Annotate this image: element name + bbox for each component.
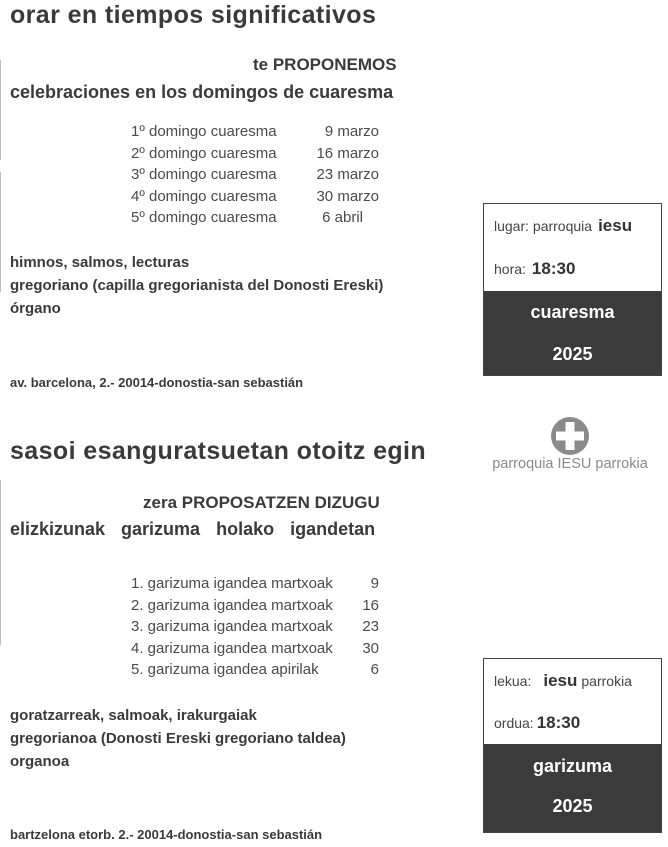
eu-feature: goratzarreak, salmoak, irakurgaiak (10, 707, 257, 724)
eu-schedule-row: 1. garizuma igandea martxoak 9 (131, 575, 379, 592)
eu-schedule-row: 2. garizuma igandea martxoak 16 (131, 596, 379, 614)
es-schedule-row: 1º domingo cuaresma 9 marzo (131, 123, 379, 140)
eu-time-label: ordua: (494, 715, 534, 731)
es-feature: himnos, salmos, lecturas (10, 254, 190, 271)
es-schedule-row: 5º domingo cuaresma 6 abril (131, 209, 363, 226)
es-time-line (484, 247, 661, 291)
es-place-line (484, 204, 661, 247)
left-border-top (0, 60, 1, 160)
eu-schedule-row: 5. garizuma igandea apirilak 6 (131, 661, 379, 678)
eu-feature: gregorianoa (Donosti Ereski gregoriano taldea) (10, 730, 346, 747)
es-place-label: lugar: parroquia (494, 217, 593, 234)
es-schedule-row: 4º domingo cuaresma 30 marzo (131, 187, 379, 205)
es-feature: gregoriano (capilla gregorianista del Donosti Ereski) (10, 277, 384, 294)
eu-place-label: lekua: (494, 672, 532, 689)
eu-place-name: iesu (543, 670, 578, 690)
logo-text: parroquia IESU parrokia (492, 456, 648, 472)
es-time-value: 18:30 (531, 259, 576, 278)
eu-schedule-row: 3. garizuma igandea martxoak 23 (131, 618, 379, 635)
eu-address: bartzelona etorb. 2.- 20014-donostia-san sebastián (10, 827, 323, 842)
eu-info-card (483, 658, 662, 833)
eu-intro: zera PROPOSATZEN DIZUGU (143, 493, 380, 512)
eu-season-block (484, 744, 661, 832)
eu-place-line (484, 659, 661, 702)
es-address: av. barcelona, 2.- 20014-donostia-san sebastián (10, 375, 304, 390)
eu-schedule (131, 573, 379, 681)
eu-subtitle: elizkizunak garizuma holako igandetan (10, 519, 376, 539)
eu-time-line (484, 702, 661, 744)
left-border-bottom (0, 480, 1, 645)
parish-logo (480, 416, 660, 472)
es-schedule-row: 2º domingo cuaresma 16 marzo (131, 144, 379, 162)
es-feature: órgano (10, 300, 61, 317)
es-season-block (484, 291, 661, 375)
eu-title: sasoi esanguratsuetan otoitz egin (10, 437, 427, 465)
eu-features (10, 704, 346, 773)
es-time-label: hora: (494, 261, 526, 277)
eu-year: 2025 (552, 796, 593, 816)
es-subtitle: celebraciones en los domingos de cuaresma (10, 82, 394, 102)
es-schedule (131, 121, 379, 229)
es-year: 2025 (552, 344, 593, 364)
es-intro: te PROPONEMOS (253, 55, 397, 74)
eu-schedule-row: 4. garizuma igandea martxoak 30 (131, 639, 379, 657)
cross-circle-icon (549, 416, 591, 456)
es-features (10, 251, 383, 320)
eu-season: garizuma (532, 756, 613, 776)
eu-feature: organoa (10, 753, 70, 770)
es-info-card (483, 203, 662, 376)
eu-place-suffix: parrokia (581, 672, 632, 689)
es-title: orar en tiempos significativos (10, 1, 377, 29)
es-schedule-row: 3º domingo cuaresma 23 marzo (131, 166, 379, 183)
eu-time-value: 18:30 (536, 713, 581, 732)
es-season: cuaresma (530, 302, 615, 322)
left-border-mid (0, 172, 1, 292)
es-place-name: iesu (598, 215, 633, 235)
